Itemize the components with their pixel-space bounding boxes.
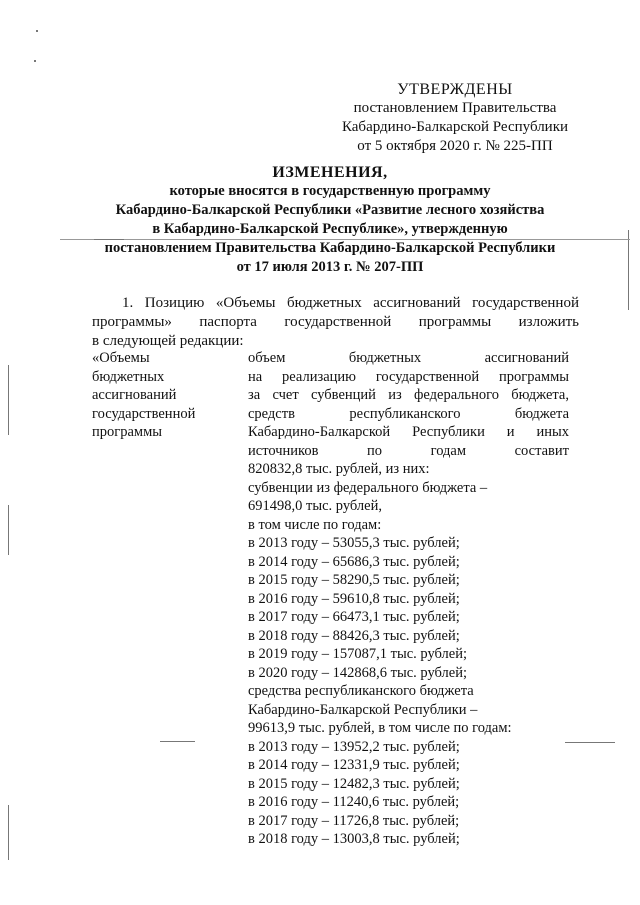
scan-mark (8, 805, 9, 860)
scan-mark (565, 742, 615, 743)
value-line: в 2017 году – 11726,8 тыс. рублей; (248, 812, 460, 829)
approval-title: УТВЕРЖДЕНЫ (397, 81, 513, 98)
value-line: источников по годам составит (248, 442, 569, 459)
label-line: бюджетных (92, 368, 165, 385)
value-line: средства республиканского бюджета (248, 683, 474, 699)
title-line: постановлением Правительства Кабардино-Балкарской Республики (104, 240, 556, 256)
scan-mark (34, 60, 36, 62)
approval-line: от 5 октября 2020 г. № 225-ПП (357, 138, 553, 154)
intro-line: программы» паспорта государственной программы изложить (92, 314, 579, 330)
value-line: 99613,9 тыс. рублей, в том числе по годам: (248, 720, 512, 736)
value-line: в 2014 году – 65686,3 тыс. рублей; (248, 553, 460, 570)
value-line: в 2013 году – 53055,3 тыс. рублей; (248, 535, 460, 551)
position-value (248, 349, 569, 849)
value-line: в 2018 году – 13003,8 тыс. рублей; (248, 831, 460, 847)
value-line: в 2014 году – 12331,9 тыс. рублей; (248, 757, 460, 773)
label-line: «Объемы (92, 350, 150, 366)
value-line: в 2013 году – 13952,2 тыс. рублей; (248, 738, 460, 755)
value-line: в 2019 году – 157087,1 тыс. рублей; (248, 646, 468, 662)
value-line: в 2018 году – 88426,3 тыс. рублей; (248, 627, 460, 644)
value-line: в 2016 году – 59610,8 тыс. рублей; (248, 590, 460, 607)
approval-line: Кабардино-Балкарской Республики (341, 119, 569, 135)
position-label (92, 349, 232, 442)
value-line: в 2017 году – 66473,1 тыс. рублей; (248, 609, 460, 625)
title-line: в Кабардино-Балкарской Республике», утвержденную (152, 221, 508, 237)
label-line: ассигнований (92, 387, 177, 403)
value-line: 820832,8 тыс. рублей, из них: (248, 461, 430, 477)
intro-line: 1. Позицию «Объемы бюджетных ассигнований государственной (122, 295, 579, 311)
value-line: субвенции из федерального бюджета – (248, 479, 488, 496)
value-line: Кабардино-Балкарской Республики – (248, 701, 478, 718)
scan-mark (8, 365, 9, 435)
value-line: в 2015 году – 12482,3 тыс. рублей; (248, 775, 460, 792)
value-line: 691498,0 тыс. рублей, (248, 498, 382, 514)
scan-mark (628, 230, 629, 310)
label-line: программы (92, 424, 162, 440)
approval-stamp (340, 80, 570, 156)
value-line: на реализацию государственной программы (248, 368, 569, 385)
value-line: средств республиканского бюджета (248, 405, 569, 422)
title-line: Кабардино-Балкарской Республики «Развитие лесного хозяйства (115, 202, 545, 218)
value-line: Кабардино-Балкарской Республики и иных (248, 424, 569, 440)
scan-mark (36, 30, 38, 32)
value-line: в 2016 году – 11240,6 тыс. рублей; (248, 794, 460, 810)
value-line: за счет субвенций из федерального бюджета, (248, 387, 569, 403)
title-main: ИЗМЕНЕНИЯ, (272, 164, 388, 181)
title-line: которые вносятся в государственную программу (169, 183, 491, 199)
approval-line: постановлением Правительства (353, 100, 557, 116)
value-line: в 2015 году – 58290,5 тыс. рублей; (248, 572, 460, 588)
scan-mark (8, 505, 9, 555)
label-line: государственной (92, 405, 196, 422)
document-title (80, 163, 580, 277)
value-line: объем бюджетных ассигнований (248, 350, 569, 366)
scan-mark (160, 741, 195, 742)
intro-line: в следующей редакции: (92, 333, 244, 349)
value-line: в том числе по годам: (248, 516, 382, 533)
title-line: от 17 июля 2013 г. № 207-ПП (236, 259, 424, 275)
value-line: в 2020 году – 142868,6 тыс. рублей; (248, 664, 468, 681)
intro-paragraph (92, 294, 579, 351)
